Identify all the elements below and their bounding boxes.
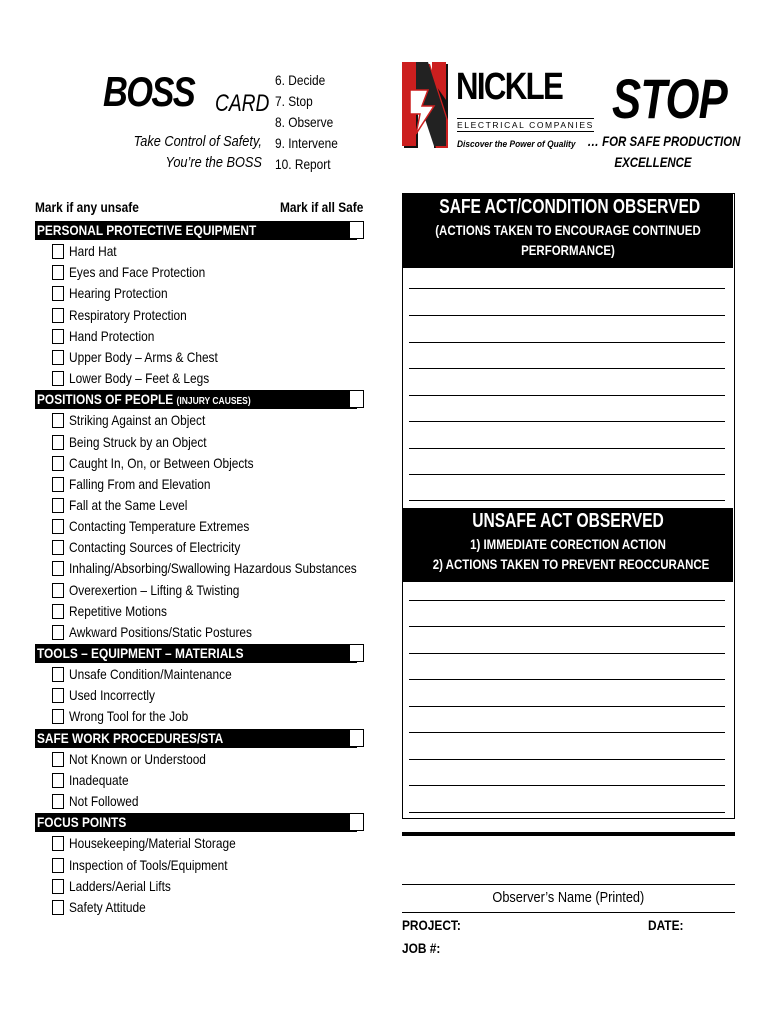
unsafe-checkbox[interactable] [52,773,64,788]
unsafe-checkbox[interactable] [52,561,64,576]
write-line[interactable] [409,288,725,289]
checklist-item-label: Inhaling/Absorbing/Swallowing Hazardous Substances [69,560,357,577]
checklist-item-label: Fall at the Same Level [69,496,188,513]
section-title: FOCUS POINTS [37,814,127,831]
checklist-item-label: Wrong Tool for the Job [69,708,189,725]
checklist-item-label: Safety Attitude [69,898,146,915]
step-item: 8. Observe [275,114,334,130]
checklist-item-label: Inspection of Tools/Equipment [69,856,228,873]
stop-subtitle [573,131,741,173]
section-title: TOOLS – EQUIPMENT – MATERIALS [37,645,244,661]
unsafe-checkbox[interactable] [52,836,64,851]
unsafe-checkbox[interactable] [52,794,64,809]
unsafe-checkbox[interactable] [52,752,64,767]
unsafe-checkbox[interactable] [52,371,64,386]
write-line[interactable] [409,448,725,449]
unsafe-act-sub-1: 1) IMMEDIATE CORECTION ACTION [470,536,666,552]
section-header [35,221,357,240]
write-line[interactable] [409,626,725,627]
write-line[interactable] [409,600,725,601]
stop-title: STOP [612,67,728,130]
section-title: SAFE WORK PROCEDURES/STA [37,729,224,746]
unsafe-checkbox[interactable] [52,435,64,450]
section-header [35,729,357,748]
logo-subtitle: ELECTRICAL COMPANIES [457,120,594,130]
write-line[interactable] [409,785,725,786]
write-line[interactable] [409,368,725,369]
step-item: 9. Intervene [275,135,338,151]
unsafe-checkbox[interactable] [52,329,64,344]
unsafe-checkbox[interactable] [52,308,64,323]
unsafe-checkbox[interactable] [52,858,64,873]
all-safe-checkbox[interactable] [349,813,364,831]
card-title [103,68,270,117]
write-line[interactable] [409,342,725,343]
observer-name-label: Observer’s Name (Printed) [492,889,645,906]
checklist-item-label: Hard Hat [69,243,117,260]
checklist-item-label: Lower Body – Feet & Legs [69,370,210,387]
observation-panel [402,193,735,819]
checklist-item-label: Not Followed [69,793,139,810]
write-line[interactable] [409,679,725,680]
company-logo [400,60,594,155]
unsafe-checkbox[interactable] [52,688,64,703]
unsafe-checkbox[interactable] [52,286,64,301]
write-line[interactable] [409,732,725,733]
checklist-item-label: Respiratory Protection [69,306,187,323]
all-safe-checkbox[interactable] [349,390,364,408]
checklist-item-label: Housekeeping/Material Storage [69,835,236,852]
write-line[interactable] [409,706,725,707]
step-item: 7. Stop [275,93,313,109]
checklist-item-label: Repetitive Motions [69,602,167,619]
unsafe-checkbox[interactable] [52,456,64,471]
unsafe-checkbox[interactable] [52,413,64,428]
unsafe-checkbox[interactable] [52,667,64,682]
write-line[interactable] [409,500,725,501]
checklist-item-label: Contacting Sources of Electricity [69,539,241,556]
checklist-item-label: Hearing Protection [69,285,168,302]
write-line[interactable] [409,474,725,475]
job-number-label: JOB #: [402,940,441,956]
section-header [35,813,357,832]
checklist-item-label: Caught In, On, or Between Objects [69,454,254,471]
unsafe-checkbox[interactable] [52,583,64,598]
checklist-item-label: Hand Protection [69,327,155,344]
safe-act-header [403,194,733,268]
unsafe-checkbox[interactable] [52,900,64,915]
unsafe-checkbox[interactable] [52,350,64,365]
all-safe-checkbox[interactable] [349,644,364,662]
write-line[interactable] [409,653,725,654]
mark-safe-label: Mark if all Safe [280,199,364,215]
checklist-item-label: Eyes and Face Protection [69,264,206,281]
unsafe-checkbox[interactable] [52,625,64,640]
observer-name-line[interactable] [402,884,735,885]
card-word: CARD [215,90,270,117]
unsafe-checkbox[interactable] [52,265,64,280]
unsafe-checkbox[interactable] [52,519,64,534]
stop-subtitle-line-1: … FOR SAFE PRODUCTION [587,133,741,149]
checklist-item-label: Inadequate [69,771,129,788]
safe-act-sub-1: (ACTIONS TAKEN TO ENCOURAGE CONTINUED [435,222,701,238]
steps-list [275,70,349,175]
checklist-item-label: Ladders/Aerial Lifts [69,877,171,894]
unsafe-checkbox[interactable] [52,604,64,619]
checklist-item-label: Being Struck by an Object [69,433,207,450]
checklist-item-label: Overexertion – Lifting & Twisting [69,581,240,598]
unsafe-checkbox[interactable] [52,244,64,259]
unsafe-checkbox[interactable] [52,540,64,555]
stop-subtitle-line-2: EXCELLENCE [614,154,692,170]
section-title: POSITIONS OF PEOPLE (INJURY CAUSES) [37,391,251,408]
all-safe-checkbox[interactable] [349,221,364,239]
step-item: 6. Decide [275,72,326,88]
write-line[interactable] [409,812,725,813]
unsafe-act-title: UNSAFE ACT OBSERVED [472,510,664,532]
write-line[interactable] [409,421,725,422]
all-safe-checkbox[interactable] [349,729,364,747]
checklist-item-label: Unsafe Condition/Maintenance [69,666,232,683]
boss-word: BOSS [103,68,195,115]
section-title: PERSONAL PROTECTIVE EQUIPMENT [37,222,257,238]
unsafe-checkbox[interactable] [52,879,64,894]
checklist-item-label: Striking Against an Object [69,412,206,429]
write-line[interactable] [409,759,725,760]
unsafe-act-sub-2: 2) ACTIONS TAKEN TO PREVENT REOCCURANCE [432,556,710,572]
unsafe-checkbox[interactable] [52,477,64,492]
step-item: 10. Report [275,156,331,172]
unsafe-act-header [403,508,733,582]
checklist-item-label: Used Incorrectly [69,687,155,704]
checklist-item-label: Upper Body – Arms & Chest [69,348,218,365]
logo-name: NICKLE [456,66,563,108]
project-label: PROJECT: [402,917,461,933]
unsafe-checkbox[interactable] [52,709,64,724]
unsafe-checkbox[interactable] [52,498,64,513]
nickle-n-logo-icon [400,60,454,152]
safe-act-title: SAFE ACT/CONDITION OBSERVED [439,196,701,218]
mark-unsafe-label: Mark if any unsafe [35,199,139,215]
divider-bar [402,832,735,836]
logo-tagline: Discover the Power of Quality [457,139,576,150]
tagline [111,131,262,173]
tagline-line-1: Take Control of Safety, [133,133,262,150]
checklist-item-label: Not Known or Understood [69,750,206,767]
checklist-item-label: Contacting Temperature Extremes [69,518,250,535]
date-label: DATE: [648,917,684,933]
write-line[interactable] [409,395,725,396]
write-line[interactable] [409,315,725,316]
checklist-item-label: Falling From and Elevation [69,475,211,492]
section-note: (INJURY CAUSES) [176,396,251,408]
checklist-item-label: Awkward Positions/Static Postures [69,623,252,640]
tagline-line-2: You’re the BOSS [165,154,262,171]
divider-line [402,912,735,913]
section-header [35,644,357,663]
section-header [35,390,357,409]
safe-act-sub-2: PERFORMANCE) [521,242,615,258]
